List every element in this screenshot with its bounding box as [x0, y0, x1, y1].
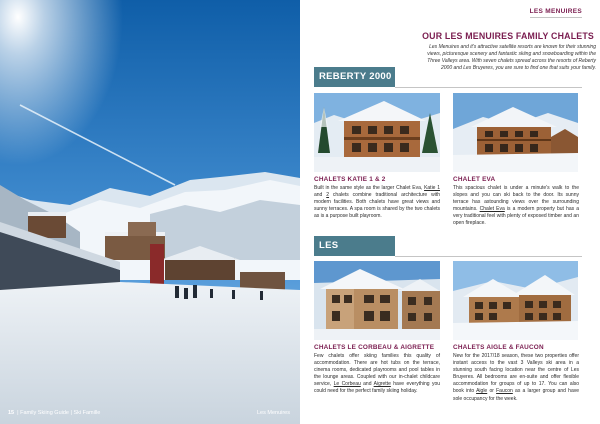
- section-divider: [395, 256, 582, 257]
- katie-1-link[interactable]: Katie 1: [424, 185, 440, 191]
- le-corbeau-link[interactable]: Le Corbeau: [333, 381, 361, 388]
- chalet-corbeau-description: Few chalets offer skiing families this quality of accommodation. There are hot tubs on the terrace, cinema rooms, dedicated playrooms and pool tables in the lounge areas. Coupled with our in-chalet childcare service, Le Corbeau and Aigrette have everything you could need for the perfect family skiing holiday.: [314, 353, 440, 395]
- section-tag: LES MENUIRES: [530, 8, 582, 18]
- chalet-eva-description: This spacious chalet is under a minute's walk to the slopes and you can ski back to the door. Its sunny terrace has astounding views over the surrounding mountains. Chalet Eva is a modern property but has a very traditional feel with plenty of exposed timber and an open fireplace.: [453, 185, 579, 227]
- faucon-link[interactable]: Faucon: [496, 388, 513, 395]
- page-number: 15: [8, 410, 15, 416]
- photo-caption: Les Menuires: [256, 410, 290, 416]
- chalet-katie-photo: [314, 93, 440, 172]
- chalet-aigle-description: New for the 2017/18 season, these two properties offer instant access to the vast 3 Valleys ski area in a stunning south facing location near the centre of Les Bruyeres. All bedrooms are en-suite and offer flexible accommodation for groups of up to 17. You can also book into Aigle or Faucon as a larger group and have sole occupancy for the week.: [453, 353, 579, 402]
- chalet-aigle-title: CHALETS AIGLE & FAUCON: [453, 344, 544, 351]
- chalet-eva-title: CHALET EVA: [453, 176, 496, 183]
- aigle-link[interactable]: Aigle: [476, 388, 488, 395]
- chalet-katie-title: CHALETS KATIE 1 & 2: [314, 176, 386, 183]
- chalet-aigle-photo: [453, 261, 578, 340]
- page-footer-guide: [8, 410, 100, 416]
- katie-2-link[interactable]: 2: [326, 192, 330, 199]
- intro-paragraph: Les Menuires and it's attractive satellite resorts are known for their stunning views, picturesque scenery and fantastic skiing and snowboarding within the Three Valleys area. With seven chalets spread across the resorts of Reberty 2000 and Les Bruyeres, you are sure to find one that suits your family.: [427, 44, 596, 71]
- chalet-corbeau-title: CHALETS LE CORBEAU & AIGRETTE: [314, 344, 435, 351]
- chalet-katie-description: Built in the same style as the larger Chalet Eva, Katie 1 and 2 chalets combine traditional architecture with modern facilities. Both chalets have great views and sunny terraces. A spa room is shared by the two chalets as is a purpose built playroom.: [314, 185, 440, 220]
- guide-name: | Family Skiing Guide | Ski Famille: [17, 410, 101, 416]
- section-heading-bruyeres: LES: [314, 236, 395, 256]
- chalet-eva-link[interactable]: Chalet Eva: [479, 206, 505, 213]
- chalets-page: [300, 0, 600, 424]
- section-heading-reberty: REBERTY 2000: [314, 67, 395, 87]
- page-title: OUR LES MENUIRES FAMILY CHALETS: [422, 31, 594, 41]
- chalet-corbeau-photo: [314, 261, 440, 340]
- chalet-eva-photo: [453, 93, 578, 172]
- aigrette-link[interactable]: Aigrette: [373, 381, 391, 388]
- section-divider: [395, 87, 582, 88]
